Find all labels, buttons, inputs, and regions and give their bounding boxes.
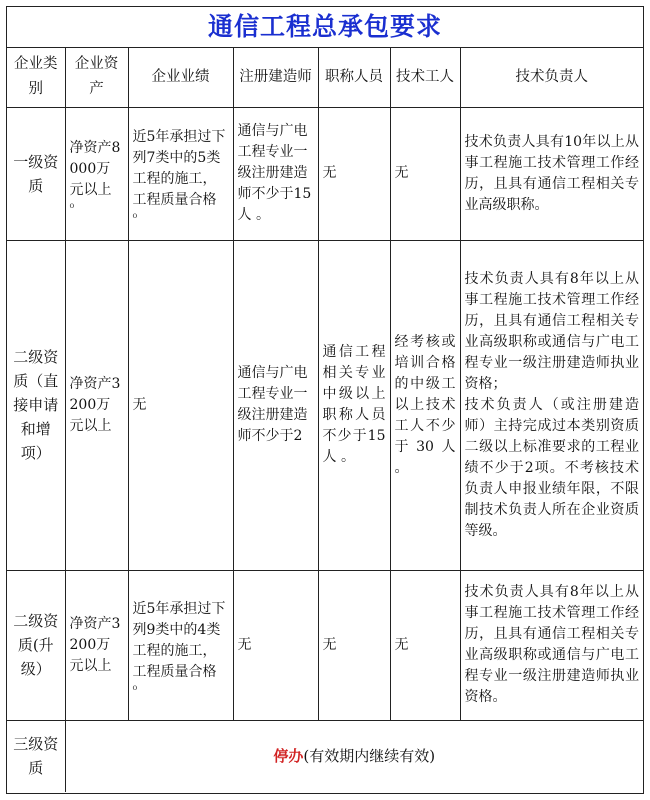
performance-text: 近5年承担过下列9类中的4类工程的施工，工程质量合格 [132,600,226,680]
table-row [7,720,643,792]
row-workers: 无 [390,107,460,240]
row-registered: 无 [233,570,318,720]
header-assets: 企业资产 [65,48,128,107]
assets-mark: o [69,200,75,210]
requirements-table [7,48,643,792]
performance-text: 近5年承担过下列7类中的5类工程的施工，工程质量合格 [132,129,226,208]
row-tech-lead: 技术负责人具有10年以上从事工程施工技术管理工作经历，且具有通信工程相关专业高级职称。 [460,107,643,240]
row-registered: 通信与广电工程专业一级注册建造师不少于2 [233,240,318,570]
stop-label: 停办 [273,746,304,765]
row-assets: 净资产3200万元以上 [65,240,128,570]
table-row [7,240,643,570]
row-assets [65,107,128,240]
stop-note: (有效期内继续有效) [303,746,436,765]
table-row [7,107,643,240]
requirements-sheet [6,6,644,794]
row-titled: 无 [318,570,390,720]
row-titled: 无 [318,107,390,240]
performance-mark: o [132,211,138,220]
header-registered: 注册建造师 [233,48,318,107]
row-category: 二级资质（直接申请和增项） [7,240,65,570]
header-row [7,48,643,107]
row-performance [128,570,233,720]
table-row [7,570,643,720]
row-registered: 通信与广电工程专业一级注册建造师不少于15人 。 [233,107,318,240]
row-performance [128,107,233,240]
assets-text: 净资产8000万元以上 [69,139,121,198]
performance-mark: o [132,682,138,692]
tech-lead-requirement-1: 技术负责人具有8年以上从事工程施工技术管理工作经历，且具有通信工程相关专业高级职称或通信与广电工程专业一级注册建造师执业资格； [464,270,639,392]
row-workers: 经考核或培训合格的中级工以上技术工人不少于30人 。 [390,240,460,570]
header-tech-lead: 技术负责人 [460,48,643,107]
row-workers: 无 [390,570,460,720]
header-workers: 技术工人 [390,48,460,107]
page-title: 通信工程总承包要求 [7,7,643,48]
row-performance: 无 [128,240,233,570]
row-assets: 净资产3200万元以上 [65,570,128,720]
suspended-notice [65,720,643,792]
header-performance: 企业业绩 [128,48,233,107]
row-tech-lead: 技术负责人具有8年以上从事工程施工技术管理工作经历，且具有通信工程相关专业高级职称或通信与广电工程专业一级注册建造师执业资格。 [460,570,643,720]
tech-lead-requirement-2: 技术负责人（或注册建造师）主持完成过本类别资质二级以上标准要求的工程业绩不少于2项。不考核技术负责人申报业绩年限，不限制技术负责人所在企业资质等级。 [464,396,639,539]
row-titled: 通信工程相关专业中级以上职称人员不少于15人 。 [318,240,390,570]
row-category: 一级资质 [7,107,65,240]
row-category: 二级资质(升级） [7,570,65,720]
header-titled: 职称人员 [318,48,390,107]
row-tech-lead [460,240,643,570]
row-category: 三级资质 [7,720,65,792]
header-category: 企业类别 [7,48,65,107]
